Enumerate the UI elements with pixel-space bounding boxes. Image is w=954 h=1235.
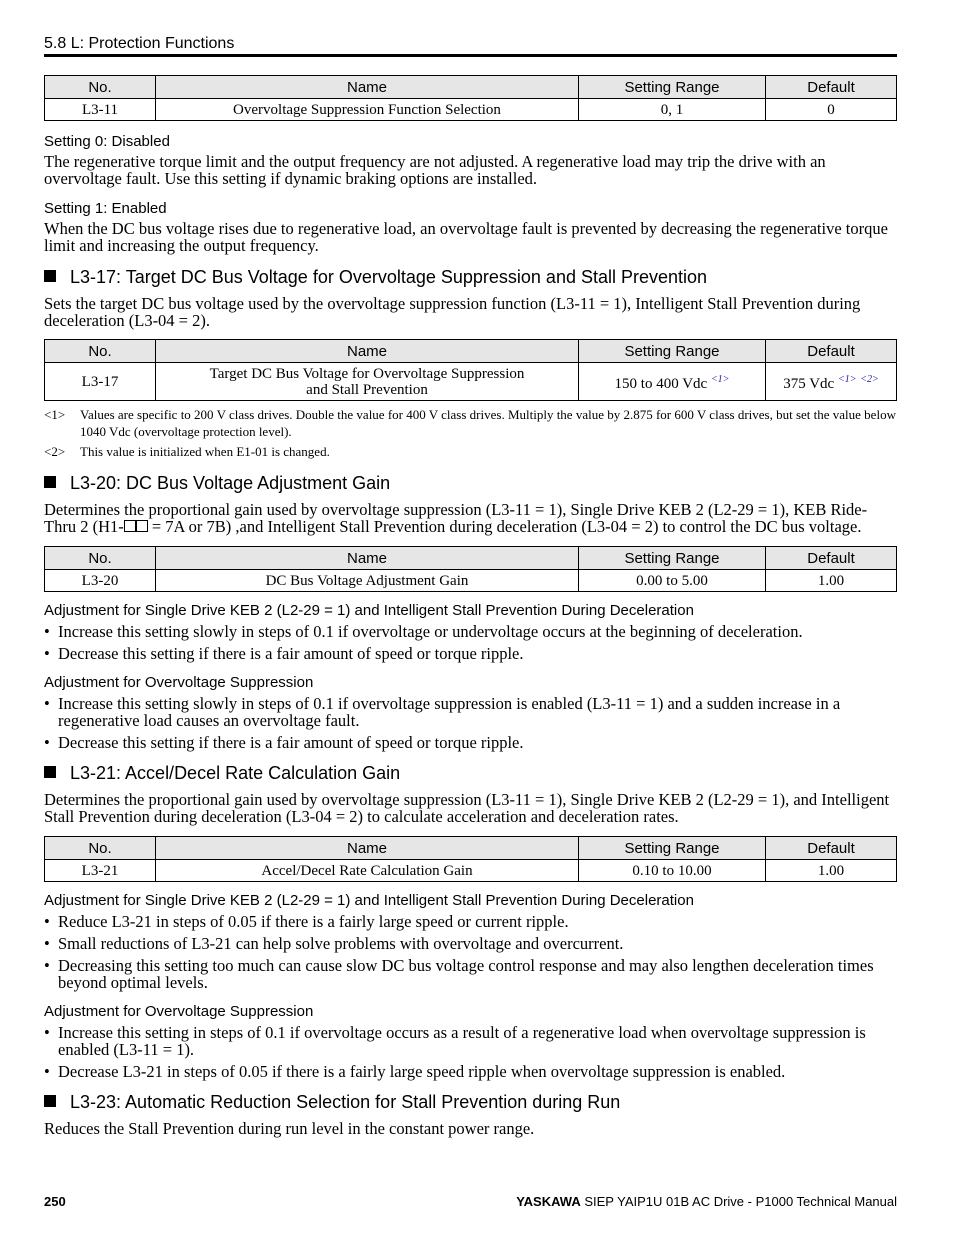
- col-header-range: Setting Range: [579, 837, 766, 860]
- col-header-no: No.: [45, 547, 156, 570]
- list-item: • Increase this setting slowly in steps of 0.1 if overvoltage or undervoltage occurs at the beginning of deceleration.: [44, 622, 803, 641]
- section-heading-l3-23: [44, 1092, 620, 1112]
- param-range: 0.10 to 10.00: [579, 860, 766, 882]
- col-header-name: Name: [156, 76, 579, 99]
- col-header-no: No.: [45, 837, 156, 860]
- list-item-text: Decrease this setting if there is a fair amount of speed or torque ripple.: [58, 733, 524, 752]
- setting-1-body: When the DC bus voltage rises due to regenerative load, an overvoltage fault is prevented by decreasing the regenerative torque limit and increasing the output frequency.: [44, 219, 888, 255]
- footnote-ref-1[interactable]: <1>: [837, 373, 857, 385]
- param-default: 1.00: [766, 570, 897, 592]
- param-name: [156, 363, 579, 401]
- param-range: [579, 363, 766, 401]
- list-item-text: Decreasing this setting too much can cause slow DC bus voltage control response and may also lengthen deceleration times beyond optimal levels.: [58, 956, 874, 992]
- param-no: L3-21: [45, 860, 156, 882]
- param-no: L3-17: [45, 363, 156, 401]
- col-header-default: Default: [766, 837, 897, 860]
- list-item-text: Small reductions of L3-21 can help solve problems with overvoltage and overcurrent.: [58, 934, 624, 953]
- list-item: • Reduce L3-21 in steps of 0.05 if there is a fairly large speed or current ripple.: [44, 912, 569, 931]
- list-item-text: Reduce L3-21 in steps of 0.05 if there is a fairly large speed or current ripple.: [58, 912, 569, 931]
- list-item-text: Increase this setting in steps of 0.1 if overvoltage occurs as a result of a regenerative load when overvoltage suppression is enabled (L3-11 = 1).: [58, 1023, 866, 1059]
- param-no: L3-20: [45, 570, 156, 592]
- page-number: 250: [44, 1194, 66, 1209]
- param-default: 0: [766, 99, 897, 121]
- section-bullet-icon: [44, 766, 56, 778]
- param-name: DC Bus Voltage Adjustment Gain: [156, 570, 579, 592]
- col-header-range: Setting Range: [579, 340, 766, 363]
- footnote-1: [44, 406, 897, 440]
- section-heading-text: L3-23: Automatic Reduction Selection for Stall Prevention during Run: [70, 1092, 621, 1112]
- param-range: 0.00 to 5.00: [579, 570, 766, 592]
- l3-20-adjustment-keb-title: Adjustment for Single Drive KEB 2 (L2-29 = 1) and Intelligent Stall Prevention During Deceleration: [44, 602, 694, 619]
- footnote-marker: <1>: [44, 407, 66, 422]
- col-header-name: Name: [156, 340, 579, 363]
- setting-0-title: Setting 0: Disabled: [44, 133, 170, 150]
- param-default-value: 375 Vdc: [783, 375, 835, 392]
- header-rule: [44, 54, 897, 57]
- param-range-value: 150 to 400 Vdc: [614, 375, 708, 392]
- section-heading-l3-17: [44, 267, 707, 287]
- footnote-text: Values are specific to 200 V class drives. Double the value for 400 V class drives. Multiply the value by 2.875 for 600 V class drives, but set the value below 1040 Vdc (overvoltage protection level).: [80, 407, 896, 439]
- section-heading-text: L3-21: Accel/Decel Rate Calculation Gain: [70, 763, 401, 783]
- list-item: • Decreasing this setting too much can cause slow DC bus voltage control response and may also lengthen deceleration times beyond optimal levels.: [44, 956, 874, 992]
- col-header-default: Default: [766, 76, 897, 99]
- l3-21-adjustment-ovs-title: Adjustment for Overvoltage Suppression: [44, 1003, 314, 1020]
- l3-20-body-part-b: = 7A or 7B) ,and Intelligent Stall Prevention during deceleration (L3-04 = 2) to control the DC bus voltage.: [147, 517, 862, 536]
- section-heading-l3-21: [44, 763, 400, 783]
- setting-0-body: The regenerative torque limit and the output frequency are not adjusted. A regenerative load may trip the drive with an overvoltage fault. Use this setting if dynamic braking options are installed.: [44, 152, 826, 188]
- footer-brand: YASKAWA: [516, 1194, 581, 1209]
- param-name-line2: and Stall Prevention: [306, 381, 428, 398]
- l3-20-body-part-a: Determines the proportional gain used by overvoltage suppression (L3-11 = 1), Single Drive KEB 2 (L2-29 = 1), KEB Ride-Thru 2 (H1-: [44, 500, 868, 536]
- col-header-no: No.: [45, 340, 156, 363]
- param-table-l3-21: [44, 836, 897, 882]
- param-name: Accel/Decel Rate Calculation Gain: [156, 860, 579, 882]
- col-header-default: Default: [766, 547, 897, 570]
- footnote-marker: <2>: [44, 444, 66, 459]
- l3-17-body: Sets the target DC bus voltage used by the overvoltage suppression function (L3-11 = 1), Intelligent Stall Prevention during deceleration (L3-04 = 2).: [44, 294, 861, 330]
- list-item: • Small reductions of L3-21 can help solve problems with overvoltage and overcurrent.: [44, 934, 624, 953]
- list-item-text: Increase this setting slowly in steps of 0.1 if overvoltage suppression is enabled (L3-11 = 1) and a sudden increase in a regenerative load causes an overvoltage fault.: [58, 694, 841, 730]
- list-item-text: Decrease this setting if there is a fair amount of speed or torque ripple.: [58, 644, 524, 663]
- l3-20-adjustment-ovs-title: Adjustment for Overvoltage Suppression: [44, 674, 314, 691]
- section-heading-text: L3-20: DC Bus Voltage Adjustment Gain: [70, 473, 391, 493]
- param-table-l3-17: [44, 339, 897, 401]
- list-item: • Increase this setting slowly in steps of 0.1 if overvoltage suppression is enabled (L3-11 = 1) and a sudden increase in a regenerative load causes an overvoltage fault.: [44, 694, 841, 730]
- list-item-text: Decrease L3-21 in steps of 0.05 if there is a fairly large speed ripple when overvoltage suppression is enabled.: [58, 1062, 786, 1081]
- l3-21-adjustment-keb-title: Adjustment for Single Drive KEB 2 (L2-29 = 1) and Intelligent Stall Prevention During Deceleration: [44, 892, 694, 909]
- list-item-text: Increase this setting slowly in steps of 0.1 if overvoltage or undervoltage occurs at the beginning of deceleration.: [58, 622, 803, 641]
- section-bullet-icon: [44, 1095, 56, 1107]
- list-item: • Decrease this setting if there is a fair amount of speed or torque ripple.: [44, 733, 524, 752]
- param-table-l3-11: [44, 75, 897, 121]
- section-heading-l3-20: [44, 473, 390, 493]
- footer-manual-title: [516, 1194, 897, 1209]
- setting-1-title: Setting 1: Enabled: [44, 200, 167, 217]
- l3-20-body: [44, 501, 897, 535]
- placeholder-box-icon: [136, 520, 148, 532]
- list-item: • Increase this setting in steps of 0.1 if overvoltage occurs as a result of a regenerative load when overvoltage suppression is enabled (L3-11 = 1).: [44, 1023, 866, 1059]
- footnote-ref-2[interactable]: <2>: [860, 373, 879, 385]
- footnote-text: This value is initialized when E1-01 is changed.: [80, 444, 330, 459]
- list-item: • Decrease this setting if there is a fair amount of speed or torque ripple.: [44, 644, 524, 663]
- section-header: 5.8 L: Protection Functions: [44, 35, 235, 52]
- l3-23-body: Reduces the Stall Prevention during run level in the constant power range.: [44, 1119, 535, 1138]
- section-heading-text: L3-17: Target DC Bus Voltage for Overvoltage Suppression and Stall Prevention: [70, 267, 708, 287]
- section-bullet-icon: [44, 476, 56, 488]
- footnote-ref-1[interactable]: <1>: [710, 373, 730, 385]
- param-name: Overvoltage Suppression Function Selection: [156, 99, 579, 121]
- col-header-name: Name: [156, 547, 579, 570]
- param-name-line1: Target DC Bus Voltage for Overvoltage Suppression: [209, 365, 525, 382]
- placeholder-box-icon: [124, 520, 136, 532]
- footer-manual-name: SIEP YAIP1U 01B AC Drive - P1000 Technical Manual: [580, 1194, 897, 1209]
- footnote-2: [44, 443, 897, 460]
- col-header-name: Name: [156, 837, 579, 860]
- col-header-no: No.: [45, 76, 156, 99]
- param-range: 0, 1: [579, 99, 766, 121]
- l3-21-body: Determines the proportional gain used by overvoltage suppression (L3-11 = 1), Single Drive KEB 2 (L2-29 = 1), and Intelligent Stall Prevention during deceleration (L3-04 = 2) to calculate acceleration and deceleration rates.: [44, 790, 890, 826]
- col-header-default: Default: [766, 340, 897, 363]
- param-default: [766, 363, 897, 401]
- param-table-l3-20: [44, 546, 897, 592]
- param-no: L3-11: [45, 99, 156, 121]
- section-bullet-icon: [44, 270, 56, 282]
- list-item: • Decrease L3-21 in steps of 0.05 if there is a fairly large speed ripple when overvoltage suppression is enabled.: [44, 1062, 786, 1081]
- param-default: 1.00: [766, 860, 897, 882]
- col-header-range: Setting Range: [579, 547, 766, 570]
- col-header-range: Setting Range: [579, 76, 766, 99]
